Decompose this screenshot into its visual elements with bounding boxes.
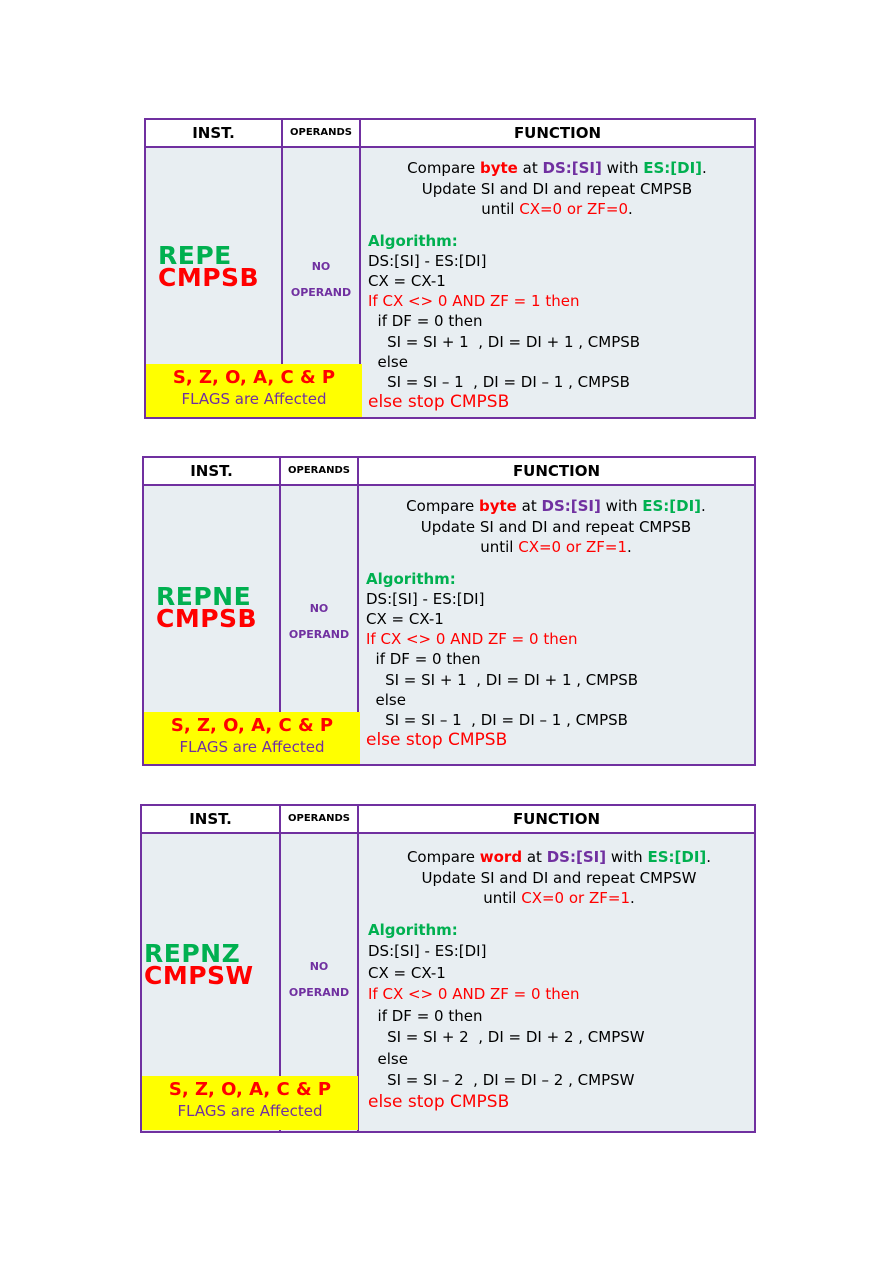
text-fragment: if DF = 0 then [366, 650, 481, 669]
description-text [368, 158, 746, 220]
text-fragment: with [610, 848, 643, 866]
text-fragment: DS:[SI] - ES:[DI] [368, 251, 487, 270]
text-fragment: byte [480, 159, 518, 177]
text-fragment: SI = SI + 1 , DI = DI + 1 , CMPSB [366, 670, 639, 689]
text-fragment [368, 199, 746, 220]
text-fragment: CX = CX-1 [368, 963, 446, 982]
operands-cell [281, 596, 357, 648]
algorithm-block [368, 231, 746, 413]
text-fragment: until [480, 538, 514, 556]
text-fragment: If CX <> 0 AND ZF = 0 then [366, 630, 578, 649]
repeat-prefix: REPNZ [144, 939, 241, 968]
function-description [368, 158, 746, 412]
text-fragment: DS:[SI] [546, 848, 607, 866]
text-fragment: CX=0 or ZF=1 [521, 889, 630, 907]
text-fragment: . [627, 538, 632, 556]
flags-note: FLAGS are Affected [179, 738, 325, 756]
text-fragment: with [605, 497, 638, 515]
text-fragment: else stop CMPSB [368, 392, 510, 413]
text-fragment: . [628, 200, 633, 218]
text-fragment: CX=0 or ZF=0 [519, 200, 628, 218]
description-text [366, 496, 746, 558]
header-function: FUNCTION [513, 124, 602, 142]
header-inst: INST. [192, 124, 235, 142]
text-fragment: . [702, 159, 707, 177]
text-fragment: byte [479, 497, 517, 515]
text-fragment: until [481, 200, 515, 218]
header-operands: OPERANDS [288, 465, 350, 476]
operands-text: NO [309, 602, 329, 615]
text-fragment: ES:[DI] [647, 848, 707, 866]
text-fragment: SI = SI – 2 , DI = DI – 2 , CMPSW [368, 1071, 635, 1089]
text-fragment: If CX <> 0 AND ZF = 0 then [368, 985, 580, 1003]
text-fragment: until [483, 889, 517, 907]
text-fragment: at [522, 159, 538, 177]
operands-text: NO [309, 960, 329, 973]
operands-text: OPERAND [290, 286, 352, 299]
algorithm-block [368, 920, 750, 1114]
algorithm-block [366, 569, 746, 751]
instruction-mnemonic [156, 582, 258, 633]
text-fragment [366, 537, 746, 558]
flags-list: S, Z, O, A, C & P [170, 715, 334, 736]
operands-text: OPERAND [288, 986, 350, 999]
text-fragment: else [366, 690, 406, 709]
text-fragment: at [521, 497, 537, 515]
string-instruction: CMPSW [144, 961, 254, 990]
text-fragment: if DF = 0 then [368, 312, 483, 331]
text-fragment: SI = SI – 1 , DI = DI – 1 , CMPSB [368, 372, 630, 391]
function-description [368, 847, 750, 1113]
instruction-card-repne-cmpsb [142, 456, 756, 766]
text-fragment: . [701, 497, 706, 515]
text-fragment: Update SI and DI and repeat CMPSW [421, 868, 697, 887]
instruction-mnemonic [158, 241, 260, 292]
text-fragment: DS:[SI] - ES:[DI] [368, 942, 487, 960]
text-fragment: Algorithm: [368, 920, 458, 939]
text-fragment: Update SI and DI and repeat CMPSB [421, 179, 693, 198]
string-instruction: CMPSB [158, 263, 260, 292]
text-fragment: Compare [406, 848, 475, 866]
text-fragment: If CX <> 0 AND ZF = 1 then [368, 292, 580, 311]
text-fragment: Compare [406, 497, 475, 515]
text-fragment: ES:[DI] [643, 159, 703, 177]
text-fragment: else [368, 352, 408, 371]
header-inst: INST. [189, 810, 232, 828]
operands-text: OPERAND [288, 628, 350, 641]
flags-affected-box [146, 364, 362, 417]
text-fragment: DS:[SI] [541, 497, 601, 515]
repeat-prefix: REPNE [156, 582, 252, 611]
text-fragment: SI = SI – 1 , DI = DI – 1 , CMPSB [366, 710, 628, 729]
text-fragment: word [479, 848, 523, 866]
text-fragment: ES:[DI] [642, 497, 702, 515]
operands-cell [281, 954, 357, 1006]
text-fragment: DS:[SI] - ES:[DI] [366, 589, 485, 608]
text-fragment: else stop CMPSB [366, 730, 508, 751]
repeat-prefix: REPE [158, 241, 232, 270]
flags-note: FLAGS are Affected [177, 1102, 323, 1120]
text-fragment: Update SI and DI and repeat CMPSB [420, 517, 692, 536]
table-header [146, 120, 754, 148]
flags-affected-box [142, 1076, 358, 1130]
text-fragment [368, 847, 750, 868]
header-inst: INST. [190, 462, 233, 480]
text-fragment: CX = CX-1 [368, 271, 446, 290]
text-fragment: Algorithm: [368, 231, 458, 250]
header-function: FUNCTION [512, 462, 601, 480]
string-instruction: CMPSB [156, 604, 258, 633]
text-fragment: CX = CX-1 [366, 609, 444, 628]
header-operands: OPERANDS [290, 127, 352, 138]
text-fragment: Compare [407, 159, 476, 177]
text-fragment: SI = SI + 2 , DI = DI + 2 , CMPSW [368, 1028, 645, 1046]
text-fragment: if DF = 0 then [368, 1006, 483, 1025]
table-header [142, 806, 754, 834]
text-fragment: DS:[SI] [542, 159, 602, 177]
text-fragment [368, 888, 750, 909]
text-fragment [366, 496, 746, 517]
text-fragment: else [368, 1049, 408, 1068]
text-fragment [368, 158, 746, 179]
header-operands: OPERANDS [288, 813, 350, 824]
operands-cell [283, 254, 359, 306]
flags-note: FLAGS are Affected [181, 390, 327, 408]
text-fragment: with [606, 159, 639, 177]
instruction-card-repe-cmpsb [144, 118, 756, 419]
table-header [144, 458, 754, 486]
text-fragment: . [706, 848, 712, 866]
text-fragment: at [526, 848, 542, 866]
description-text [368, 847, 750, 909]
text-fragment: . [630, 889, 635, 907]
header-function: FUNCTION [512, 810, 601, 828]
instruction-card-repnz-cmpsw [140, 804, 756, 1133]
text-fragment: SI = SI + 1 , DI = DI + 1 , CMPSB [368, 332, 641, 351]
text-fragment: CX=0 or ZF=1 [518, 538, 627, 556]
flags-list: S, Z, O, A, C & P [168, 1079, 332, 1100]
operands-text: NO [311, 260, 331, 273]
text-fragment: Algorithm: [366, 569, 456, 588]
function-description [366, 496, 746, 750]
text-fragment: else stop CMPSB [368, 1091, 510, 1112]
instruction-mnemonic [144, 939, 254, 990]
flags-affected-box [144, 712, 360, 764]
flags-list: S, Z, O, A, C & P [172, 367, 336, 388]
